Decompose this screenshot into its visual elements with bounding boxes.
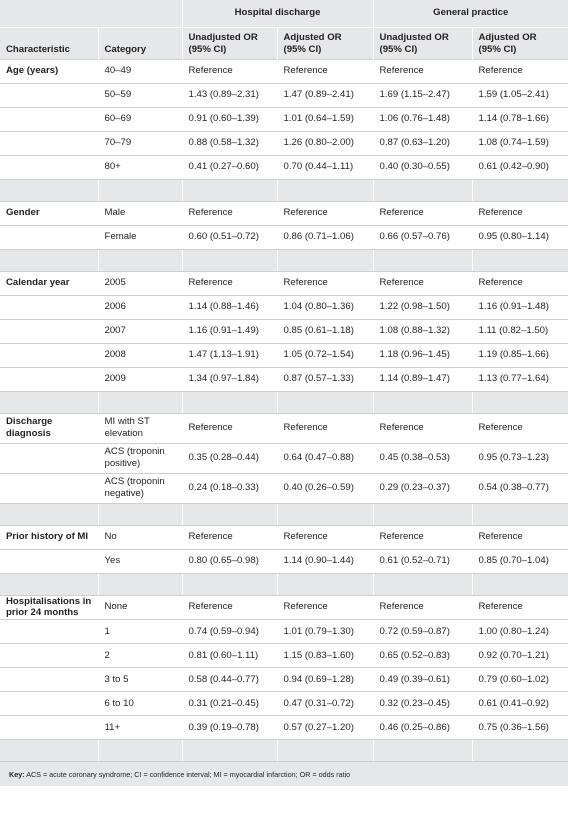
section-spacer-row (0, 503, 568, 525)
category-cell: 2009 (98, 367, 182, 391)
table-row (0, 549, 568, 573)
value-cell-gp-adjusted: Reference (472, 525, 568, 549)
characteristic-cell-empty (0, 716, 98, 740)
category-cell: ACS (troponin positive) (98, 443, 182, 473)
value-cell-gp-adjusted: 1.13 (0.77–1.64) (472, 367, 568, 391)
category-cell: 11+ (98, 716, 182, 740)
table-row (0, 295, 568, 319)
section-spacer-row (0, 179, 568, 201)
value-cell-gp-adjusted: 1.00 (0.80–1.24) (472, 620, 568, 644)
value-cell-gp-unadjusted: 1.69 (1.15–2.47) (373, 83, 472, 107)
value-cell-hd-unadjusted: 1.14 (0.88–1.46) (182, 295, 277, 319)
spacer-cell (182, 391, 277, 413)
category-cell: 50–59 (98, 83, 182, 107)
header-column-row (0, 27, 568, 59)
spacer-cell (98, 249, 182, 271)
value-cell-gp-unadjusted: 0.61 (0.52–0.71) (373, 549, 472, 573)
value-cell-hd-adjusted: Reference (277, 59, 373, 83)
table-row (0, 716, 568, 740)
value-cell-gp-unadjusted: Reference (373, 201, 472, 225)
value-cell-gp-unadjusted: 1.06 (0.76–1.48) (373, 107, 472, 131)
value-cell-gp-adjusted: 0.61 (0.41–0.92) (472, 692, 568, 716)
value-cell-gp-unadjusted: 0.49 (0.39–0.61) (373, 668, 472, 692)
value-cell-gp-adjusted: 0.54 (0.38–0.77) (472, 473, 568, 503)
value-cell-hd-adjusted: 0.64 (0.47–0.88) (277, 443, 373, 473)
spacer-cell (373, 740, 472, 762)
value-cell-hd-adjusted: 1.15 (0.83–1.60) (277, 644, 373, 668)
value-cell-gp-adjusted: 0.92 (0.70–1.21) (472, 644, 568, 668)
value-cell-gp-adjusted: Reference (472, 595, 568, 620)
characteristic-cell: Hospitalisations in prior 24 months (0, 595, 98, 620)
spacer-cell (277, 503, 373, 525)
spacer-cell (182, 249, 277, 271)
table-row (0, 367, 568, 391)
characteristic-cell-empty (0, 131, 98, 155)
category-cell: No (98, 525, 182, 549)
characteristic-cell-empty (0, 107, 98, 131)
category-cell: 2005 (98, 271, 182, 295)
value-cell-hd-adjusted: 1.01 (0.79–1.30) (277, 620, 373, 644)
value-cell-gp-adjusted: Reference (472, 413, 568, 443)
value-cell-hd-unadjusted: 1.34 (0.97–1.84) (182, 367, 277, 391)
category-cell: 6 to 10 (98, 692, 182, 716)
value-cell-gp-unadjusted: Reference (373, 413, 472, 443)
table-row (0, 525, 568, 549)
header-group-hospital-discharge: Hospital discharge (182, 0, 373, 27)
value-cell-hd-unadjusted: 0.41 (0.27–0.60) (182, 155, 277, 179)
header-hd-unadjusted-or: Unadjusted OR (95% CI) (182, 27, 277, 59)
value-cell-gp-unadjusted: 0.66 (0.57–0.76) (373, 225, 472, 249)
characteristic-cell: Age (years) (0, 59, 98, 83)
spacer-cell (277, 179, 373, 201)
characteristic-cell-empty (0, 367, 98, 391)
value-cell-hd-unadjusted: 0.88 (0.58–1.32) (182, 131, 277, 155)
value-cell-hd-adjusted: 0.85 (0.61–1.18) (277, 319, 373, 343)
value-cell-hd-adjusted: 1.04 (0.80–1.36) (277, 295, 373, 319)
spacer-cell (373, 179, 472, 201)
value-cell-gp-adjusted: 1.59 (1.05–2.41) (472, 83, 568, 107)
category-cell: 2 (98, 644, 182, 668)
value-cell-gp-unadjusted: 0.45 (0.38–0.53) (373, 443, 472, 473)
spacer-cell (373, 573, 472, 595)
value-cell-hd-unadjusted: Reference (182, 413, 277, 443)
table-row (0, 443, 568, 473)
value-cell-hd-unadjusted: 0.80 (0.65–0.98) (182, 549, 277, 573)
spacer-cell (0, 740, 98, 762)
header-gp-unadjusted-or: Unadjusted OR (95% CI) (373, 27, 472, 59)
value-cell-gp-unadjusted: Reference (373, 271, 472, 295)
spacer-cell (182, 503, 277, 525)
spacer-cell (277, 573, 373, 595)
value-cell-hd-unadjusted: Reference (182, 595, 277, 620)
value-cell-gp-adjusted: Reference (472, 271, 568, 295)
characteristic-cell-empty (0, 319, 98, 343)
key-label: Key: (9, 769, 25, 779)
value-cell-hd-unadjusted: 0.35 (0.28–0.44) (182, 443, 277, 473)
section-spacer-row (0, 740, 568, 762)
table-row (0, 595, 568, 620)
header-group-row (0, 0, 568, 27)
header-characteristic: Characteristic (0, 27, 98, 59)
value-cell-gp-adjusted: Reference (472, 59, 568, 83)
spacer-cell (472, 503, 568, 525)
value-cell-hd-unadjusted: Reference (182, 201, 277, 225)
value-cell-gp-adjusted: Reference (472, 201, 568, 225)
value-cell-hd-unadjusted: 0.24 (0.18–0.33) (182, 473, 277, 503)
characteristic-cell: Discharge diagnosis (0, 413, 98, 443)
spacer-cell (277, 391, 373, 413)
value-cell-hd-adjusted: 1.47 (0.89–2.41) (277, 83, 373, 107)
value-cell-hd-adjusted: Reference (277, 271, 373, 295)
value-cell-hd-adjusted: 1.14 (0.90–1.44) (277, 549, 373, 573)
table-row (0, 271, 568, 295)
value-cell-gp-adjusted: 1.11 (0.82–1.50) (472, 319, 568, 343)
section-spacer-row (0, 573, 568, 595)
section-spacer-row (0, 391, 568, 413)
value-cell-hd-unadjusted: 0.39 (0.19–0.78) (182, 716, 277, 740)
characteristic-cell-empty (0, 692, 98, 716)
value-cell-gp-adjusted: 0.75 (0.36–1.56) (472, 716, 568, 740)
section-spacer-row (0, 249, 568, 271)
spacer-cell (0, 573, 98, 595)
value-cell-hd-adjusted: 1.01 (0.64–1.59) (277, 107, 373, 131)
characteristic-cell-empty (0, 668, 98, 692)
spacer-cell (98, 740, 182, 762)
spacer-cell (472, 249, 568, 271)
value-cell-gp-unadjusted: Reference (373, 595, 472, 620)
spacer-cell (472, 179, 568, 201)
spacer-cell (0, 179, 98, 201)
value-cell-hd-adjusted: 1.26 (0.80–2.00) (277, 131, 373, 155)
table-row (0, 473, 568, 503)
value-cell-hd-adjusted: 0.87 (0.57–1.33) (277, 367, 373, 391)
characteristic-cell-empty (0, 343, 98, 367)
spacer-cell (0, 391, 98, 413)
spacer-cell (373, 503, 472, 525)
table-row (0, 201, 568, 225)
value-cell-hd-unadjusted: 1.43 (0.89–2.31) (182, 83, 277, 107)
spacer-cell (277, 740, 373, 762)
spacer-cell (98, 179, 182, 201)
value-cell-hd-unadjusted: 0.81 (0.60–1.11) (182, 644, 277, 668)
characteristic-cell-empty (0, 155, 98, 179)
value-cell-hd-unadjusted: 0.60 (0.51–0.72) (182, 225, 277, 249)
value-cell-gp-unadjusted: Reference (373, 59, 472, 83)
spacer-cell (98, 503, 182, 525)
category-cell: 1 (98, 620, 182, 644)
spacer-cell (182, 740, 277, 762)
category-cell: ACS (troponin negative) (98, 473, 182, 503)
value-cell-hd-unadjusted: 0.91 (0.60–1.39) (182, 107, 277, 131)
spacer-cell (472, 573, 568, 595)
spacer-cell (0, 249, 98, 271)
value-cell-hd-adjusted: 0.57 (0.27–1.20) (277, 716, 373, 740)
spacer-cell (373, 249, 472, 271)
category-cell: 2008 (98, 343, 182, 367)
value-cell-hd-unadjusted: 0.58 (0.44–0.77) (182, 668, 277, 692)
value-cell-gp-adjusted: 1.08 (0.74–1.59) (472, 131, 568, 155)
value-cell-gp-unadjusted: 0.46 (0.25–0.86) (373, 716, 472, 740)
value-cell-hd-unadjusted: 0.31 (0.21–0.45) (182, 692, 277, 716)
value-cell-gp-unadjusted: 1.18 (0.96–1.45) (373, 343, 472, 367)
value-cell-gp-unadjusted: 1.22 (0.98–1.50) (373, 295, 472, 319)
category-cell: None (98, 595, 182, 620)
category-cell: 80+ (98, 155, 182, 179)
category-cell: MI with ST elevation (98, 413, 182, 443)
spacer-cell (0, 503, 98, 525)
value-cell-gp-adjusted: 1.19 (0.85–1.66) (472, 343, 568, 367)
value-cell-gp-adjusted: 0.95 (0.80–1.14) (472, 225, 568, 249)
spacer-cell (277, 249, 373, 271)
spacer-cell (98, 391, 182, 413)
key-cell (0, 762, 568, 786)
value-cell-hd-adjusted: 0.47 (0.31–0.72) (277, 692, 373, 716)
value-cell-hd-unadjusted: Reference (182, 271, 277, 295)
characteristic-cell-empty (0, 620, 98, 644)
spacer-cell (472, 740, 568, 762)
table-row (0, 59, 568, 83)
table-row (0, 155, 568, 179)
category-cell: 3 to 5 (98, 668, 182, 692)
value-cell-gp-unadjusted: 0.29 (0.23–0.37) (373, 473, 472, 503)
table-row (0, 83, 568, 107)
value-cell-hd-adjusted: 0.70 (0.44–1.11) (277, 155, 373, 179)
category-cell: 40–49 (98, 59, 182, 83)
spacer-cell (182, 573, 277, 595)
value-cell-gp-unadjusted: Reference (373, 525, 472, 549)
header-blank-cell (0, 0, 182, 27)
characteristic-cell-empty (0, 443, 98, 473)
value-cell-hd-unadjusted: 0.74 (0.59–0.94) (182, 620, 277, 644)
value-cell-gp-unadjusted: 0.40 (0.30–0.55) (373, 155, 472, 179)
value-cell-gp-unadjusted: 0.87 (0.63–1.20) (373, 131, 472, 155)
table-row (0, 413, 568, 443)
value-cell-gp-adjusted: 1.16 (0.91–1.48) (472, 295, 568, 319)
value-cell-gp-unadjusted: 0.72 (0.59–0.87) (373, 620, 472, 644)
spacer-cell (98, 573, 182, 595)
value-cell-gp-unadjusted: 1.08 (0.88–1.32) (373, 319, 472, 343)
value-cell-gp-adjusted: 0.95 (0.73–1.23) (472, 443, 568, 473)
characteristic-cell-empty (0, 295, 98, 319)
header-hd-adjusted-or: Adjusted OR (95% CI) (277, 27, 373, 59)
category-cell: Male (98, 201, 182, 225)
value-cell-gp-adjusted: 0.85 (0.70–1.04) (472, 549, 568, 573)
table-row (0, 343, 568, 367)
table-row (0, 644, 568, 668)
category-cell: Yes (98, 549, 182, 573)
characteristic-cell-empty (0, 473, 98, 503)
table-row (0, 319, 568, 343)
header-group-general-practice: General practice (373, 0, 568, 27)
value-cell-hd-adjusted: 0.86 (0.71–1.06) (277, 225, 373, 249)
value-cell-hd-adjusted: 1.05 (0.72–1.54) (277, 343, 373, 367)
category-cell: Female (98, 225, 182, 249)
value-cell-gp-adjusted: 1.14 (0.78–1.66) (472, 107, 568, 131)
key-text: ACS = acute coronary syndrome; CI = confidence interval; MI = myocardial infarction; OR = odds ratio (24, 769, 351, 779)
value-cell-hd-adjusted: 0.94 (0.69–1.28) (277, 668, 373, 692)
spacer-cell (373, 391, 472, 413)
table-body (0, 59, 568, 762)
value-cell-gp-unadjusted: 1.14 (0.89–1.47) (373, 367, 472, 391)
characteristic-cell-empty (0, 225, 98, 249)
value-cell-gp-unadjusted: 0.65 (0.52–0.83) (373, 644, 472, 668)
category-cell: 2006 (98, 295, 182, 319)
value-cell-hd-unadjusted: Reference (182, 59, 277, 83)
value-cell-hd-adjusted: Reference (277, 413, 373, 443)
table-row (0, 107, 568, 131)
table-row (0, 620, 568, 644)
category-cell: 70–79 (98, 131, 182, 155)
header-gp-adjusted-or: Adjusted OR (95% CI) (472, 27, 568, 59)
value-cell-hd-adjusted: Reference (277, 525, 373, 549)
value-cell-hd-unadjusted: 1.16 (0.91–1.49) (182, 319, 277, 343)
value-cell-gp-adjusted: 0.61 (0.42–0.90) (472, 155, 568, 179)
characteristic-cell: Calendar year (0, 271, 98, 295)
table-row (0, 225, 568, 249)
table-row (0, 692, 568, 716)
characteristic-cell-empty (0, 644, 98, 668)
value-cell-hd-adjusted: Reference (277, 201, 373, 225)
value-cell-hd-unadjusted: Reference (182, 525, 277, 549)
table-row (0, 668, 568, 692)
spacer-cell (472, 391, 568, 413)
value-cell-gp-unadjusted: 0.32 (0.23–0.45) (373, 692, 472, 716)
key-row (0, 762, 568, 786)
spacer-cell (182, 179, 277, 201)
header-category: Category (98, 27, 182, 59)
characteristic-cell: Prior history of MI (0, 525, 98, 549)
category-cell: 2007 (98, 319, 182, 343)
characteristic-cell: Gender (0, 201, 98, 225)
category-cell: 60–69 (98, 107, 182, 131)
value-cell-hd-adjusted: 0.40 (0.26–0.59) (277, 473, 373, 503)
characteristic-cell-empty (0, 549, 98, 573)
value-cell-gp-adjusted: 0.79 (0.60–1.02) (472, 668, 568, 692)
characteristic-cell-empty (0, 83, 98, 107)
value-cell-hd-unadjusted: 1.47 (1.13–1.91) (182, 343, 277, 367)
table-row (0, 131, 568, 155)
value-cell-hd-adjusted: Reference (277, 595, 373, 620)
